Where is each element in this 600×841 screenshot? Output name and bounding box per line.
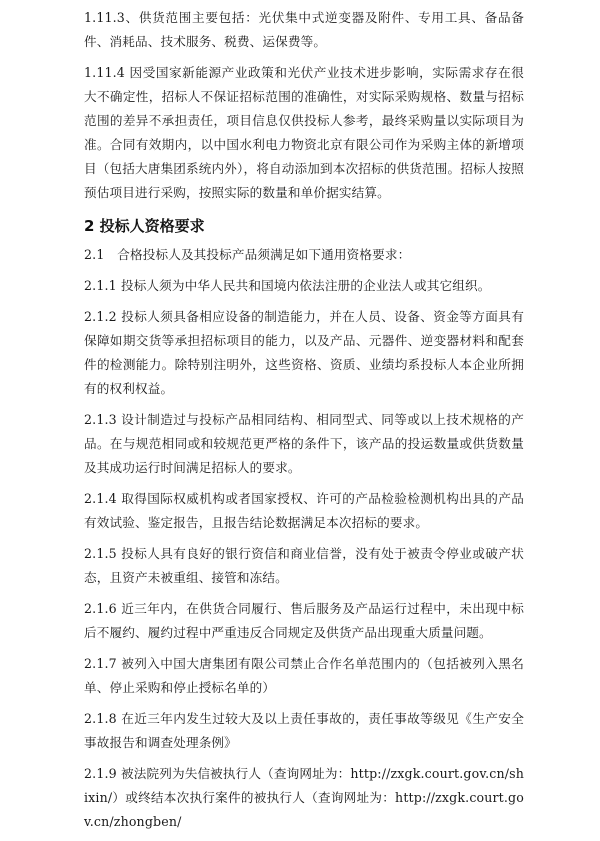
section-heading: 2 投标人资格要求	[84, 217, 205, 235]
paragraph-2-1-2: 2.1.2 投标人须具备相应设备的制造能力，并在人员、设备、资金等方面具有保障如期交货等承担招标项目的能力，以及产品、元器件、逆变器材料和配套件的检测能力。除特别注明外，这些资格、资质、业绩均系投标人本企业所拥有的权利权益。	[84, 309, 524, 396]
paragraph-2-1-9: 2.1.9 被法院列为失信被执行人（查询网址为：http://zxgk.court.gov.cn/shixin/）或终结本次执行案件的被执行人（查询网址为：http://zxgk.court.gov.cn/zhongben/	[84, 766, 524, 829]
paragraph-2-1-4: 2.1.4 取得国际权威机构或者国家授权、许可的产品检验检测机构出具的产品有效试验、鉴定报告，且报告结论数据满足本次招标的要求。	[84, 491, 524, 530]
paragraph-2-1: 2.1 合格投标人及其投标产品须满足如下通用资格要求：	[84, 247, 411, 262]
document-page	[84, 6, 524, 841]
paragraph-2-1-6: 2.1.6 近三年内，在供货合同履行、售后服务及产品运行过程中，未出现中标后不履约、履约过程中严重违反合同规定及供货产品出现重大质量问题。	[84, 601, 524, 640]
paragraph-2-1-5: 2.1.5 投标人具有良好的银行资信和商业信誉，没有处于被责令停业或破产状态，且资产未被重组、接管和冻结。	[84, 546, 524, 585]
paragraph-2-1-1: 2.1.1 投标人须为中华人民共和国境内依法注册的企业法人或其它组织。	[84, 278, 491, 293]
paragraph-1-11-3: 1.11.3、供货范围主要包括：光伏集中式逆变器及附件、专用工具、备品备件、消耗品、技术服务、税费、运保费等。	[84, 10, 524, 49]
paragraph-2-1-3: 2.1.3 设计制造过与投标产品相同结构、相同型式、同等或以上技术规格的产品。在与规范相同或和较规范更严格的条件下，该产品的投运数量或供货数量及其成功运行时间满足招标人的要求。	[84, 412, 524, 475]
paragraph-2-1-8: 2.1.8 在近三年内发生过较大及以上责任事故的，责任事故等级见《生产安全事故报告和调查处理条例》	[84, 711, 524, 750]
paragraph-2-1-7: 2.1.7 被列入中国大唐集团有限公司禁止合作名单范围内的（包括被列入黑名单、停止采购和停止授标名单的）	[84, 656, 524, 695]
paragraph-1-11-4: 1.11.4 因受国家新能源产业政策和光伏产业技术进步影响，实际需求存在很大不确定性，招标人不保证招标范围的准确性，对实际采购规格、数量与招标范围的差异不承担责任，项目信息仅供投标人参考，最终采购量以实际项目为准。合同有效期内，以中国水利电力物资北京有限公司作为采购主体的新增项目（包括大唐集团系统内外），将自动添加到本次招标的供货范围。招标人按照预估项目进行采购，按照实际的数量和单价据实结算。	[84, 65, 524, 200]
